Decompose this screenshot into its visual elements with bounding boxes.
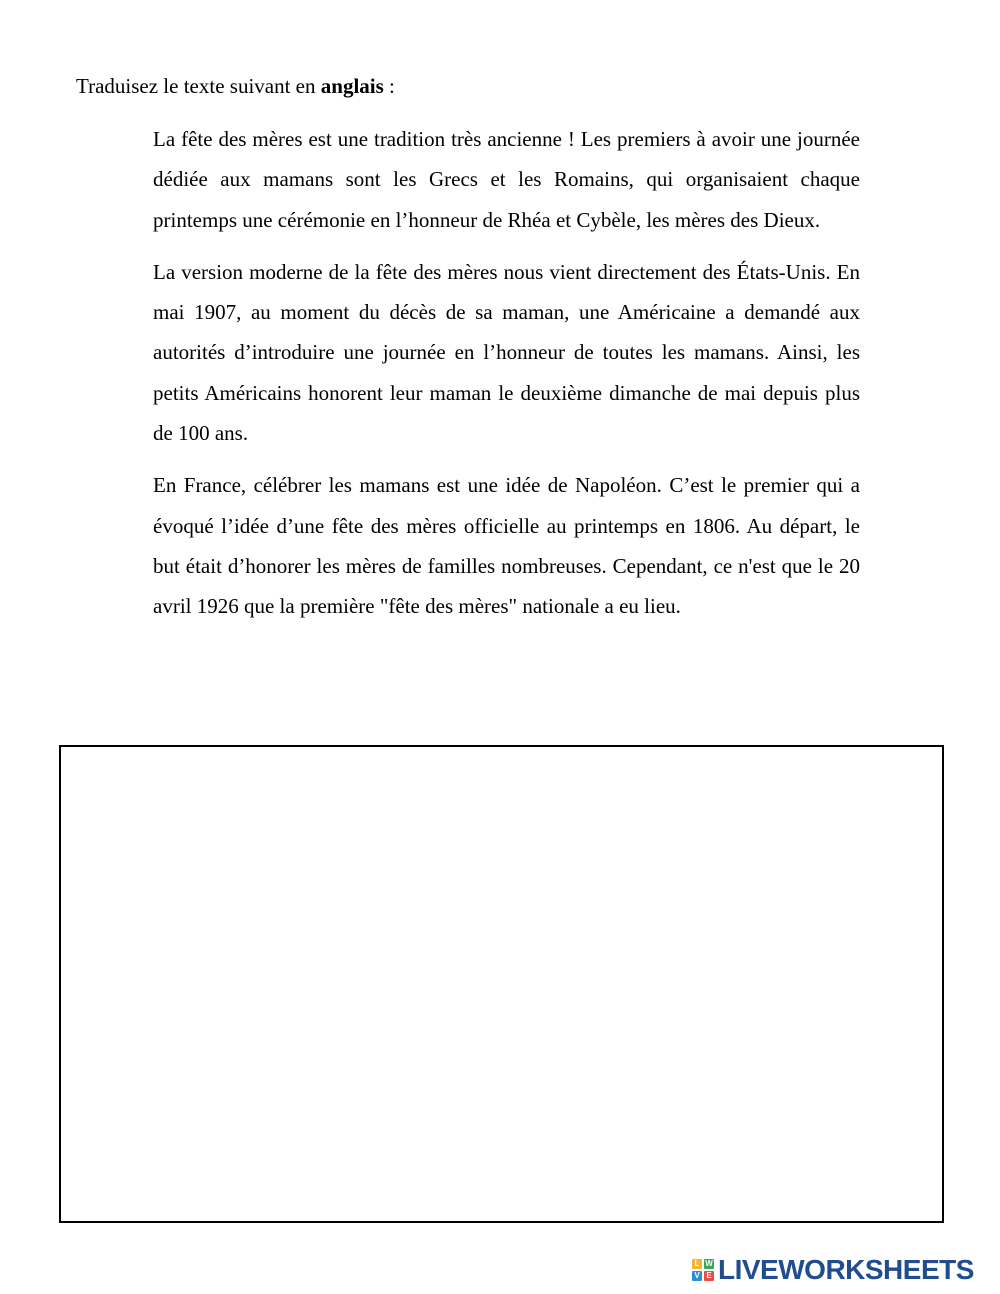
logo-icon-tile-3: V [692, 1271, 702, 1281]
logo-icon-tile-2: W [705, 1259, 713, 1268]
instruction-emphasis: anglais [320, 74, 384, 98]
logo-icon-tile-1: L [692, 1259, 702, 1269]
translation-input[interactable] [61, 747, 942, 1221]
french-passage [153, 119, 860, 639]
translation-answer-box[interactable] [59, 745, 944, 1223]
logo-wordmark: LIVEWORKSHEETS [718, 1254, 974, 1285]
passage-paragraph-3: En France, célébrer les mamans est une idée de Napoléon. C’est le premier qui a évoqué l’idée d’une fête des mères officielle au printemps en 1806. Au départ, le but était d’honorer les mères de familles nombreuses. Cependant, ce n'est que le 20 avril 1926 que la première "fête des mères" nationale a eu lieu. [153, 473, 860, 619]
passage-paragraph-1: La fête des mères est une tradition très ancienne ! Les premiers à avoir une journée dédiée aux mamans sont les Grecs et les Romains, qui organisaient chaque printemps une cérémonie en l’honneur de Rhéa et Cybèle, les mères des Dieux. [153, 127, 860, 232]
liveworksheets-logo [692, 1254, 974, 1286]
passage-paragraph-2: La version moderne de la fête des mères nous vient directement des États-Unis. En mai 1907, au moment du décès de sa maman, une Américaine a demandé aux autorités d’introduire une journée en l’honneur de toutes les mamans. Ainsi, les petits Américains honorent leur maman le deuxième dimanche de mai depuis plus de 100 ans. [153, 259, 860, 446]
instruction-prefix: Traduisez le texte suivant en [76, 74, 321, 98]
instruction-text [76, 72, 395, 100]
instruction-suffix: : [383, 74, 395, 98]
liveworksheets-logo-icon [692, 1259, 714, 1281]
logo-icon-tile-4: E [704, 1271, 714, 1281]
